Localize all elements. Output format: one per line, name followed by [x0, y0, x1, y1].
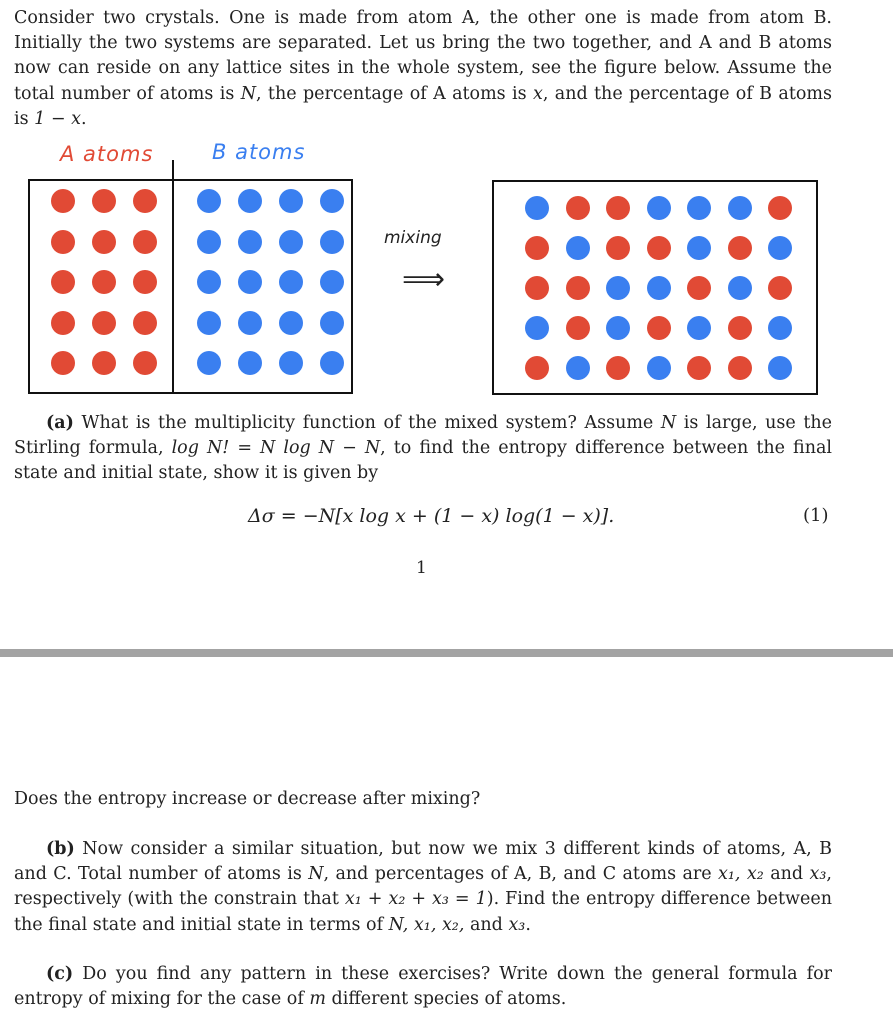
atom-a	[647, 236, 671, 260]
var-x3: x₃	[809, 864, 827, 885]
stirling-formula: log N! = N log N − N	[171, 438, 381, 459]
atom-b	[768, 236, 792, 260]
atom-b	[728, 276, 752, 300]
atom-b	[320, 189, 344, 213]
equation-number: (1)	[803, 505, 829, 526]
atom-b	[647, 356, 671, 380]
atom-a	[51, 311, 75, 335]
atom-b	[647, 196, 671, 220]
atom-b	[566, 356, 590, 380]
atom-b	[728, 196, 752, 220]
atom-a	[525, 236, 549, 260]
atom-a	[92, 311, 116, 335]
atom-b	[647, 276, 671, 300]
atom-a	[133, 351, 157, 375]
atom-a	[728, 316, 752, 340]
var-N: N	[660, 413, 677, 433]
mixing-arrow-icon: ⟹	[402, 262, 446, 297]
atom-a	[51, 351, 75, 375]
page-separator	[0, 649, 893, 657]
atom-b	[238, 311, 262, 335]
part-a-label: (a)	[46, 413, 74, 433]
atom-b	[238, 351, 262, 375]
atom-b	[606, 276, 630, 300]
atom-b	[687, 196, 711, 220]
atom-a	[51, 189, 75, 213]
atom-a	[647, 316, 671, 340]
atom-a	[606, 236, 630, 260]
atom-a	[687, 356, 711, 380]
atom-a	[566, 196, 590, 220]
atom-a	[566, 276, 590, 300]
part-a-paragraph	[14, 411, 832, 487]
atom-a	[92, 189, 116, 213]
constraint-expr: x₁ + x₂ + x₃ = 1	[344, 889, 487, 910]
atom-b	[197, 270, 221, 294]
entropy-equation: Δσ = −N[x log x + (1 − x) log(1 − x)].	[248, 505, 615, 527]
intro-text-2: , the percentage of A atoms is	[256, 83, 533, 104]
part-c-paragraph	[14, 962, 832, 1012]
atom-b	[279, 270, 303, 294]
part-b-text-7: .	[525, 914, 531, 935]
separated-crystals-box	[28, 179, 353, 394]
var-N: N	[308, 864, 324, 885]
atom-b	[197, 351, 221, 375]
part-b-text-6: and	[464, 914, 509, 935]
part-c-text-1: Do you find any pattern in these exercises? Write down the general formula for entropy of mixing for the case of	[14, 964, 832, 1010]
intro-text-1: Consider two crystals. One is made from atom A, the other one is made from atom B. Initially the two systems are separated. Let us bring the two together, and A and B atoms now can reside on any lattice sites in the whole system, see the figure below. Assume the total number of atoms is	[14, 8, 832, 104]
atom-b	[525, 196, 549, 220]
var-N: N	[240, 83, 256, 104]
atom-a	[133, 189, 157, 213]
mixing-label: mixing	[384, 228, 442, 248]
atom-b	[687, 316, 711, 340]
atom-a	[51, 230, 75, 254]
intro-text-4: .	[80, 108, 87, 129]
entropy-question: Does the entropy increase or decrease after mixing?	[14, 789, 481, 809]
part-b-text-5: ). Find the entropy difference between the final state and initial state in terms of	[14, 889, 833, 935]
atom-b	[197, 311, 221, 335]
atom-b	[320, 351, 344, 375]
atom-a	[768, 196, 792, 220]
var-x3: x₃	[508, 914, 526, 935]
intro-text-3: , and the percentage of B atoms is	[14, 83, 832, 129]
atom-a	[92, 351, 116, 375]
atom-a	[51, 270, 75, 294]
atom-b	[320, 311, 344, 335]
atom-b	[279, 311, 303, 335]
atom-a	[687, 276, 711, 300]
atom-b	[238, 230, 262, 254]
atom-b	[320, 270, 344, 294]
atom-b	[566, 236, 590, 260]
part-a-text-1: What is the multiplicity function of the mixed system? Assume	[73, 413, 661, 433]
atom-a	[606, 356, 630, 380]
a-atoms-label: A atoms	[60, 142, 154, 166]
atom-a	[525, 276, 549, 300]
terms-expr: N, x₁, x₂,	[388, 914, 465, 935]
part-b-label: (b)	[46, 839, 75, 859]
part-b-paragraph	[14, 837, 832, 938]
atom-b	[197, 230, 221, 254]
part-b-text-2: , and percentages of A, B, and C atoms are	[323, 864, 719, 885]
atom-b	[197, 189, 221, 213]
atom-a	[768, 276, 792, 300]
atom-b	[238, 189, 262, 213]
atom-a	[92, 270, 116, 294]
atom-a	[525, 356, 549, 380]
atom-b	[238, 270, 262, 294]
atom-b	[279, 230, 303, 254]
atom-a	[566, 316, 590, 340]
part-c-label: (c)	[46, 964, 74, 984]
atom-b	[687, 236, 711, 260]
part-c-text-2: different species of atoms.	[325, 989, 567, 1010]
part-b-text-4: , respectively (with the constrain that	[14, 864, 832, 910]
atom-b	[279, 189, 303, 213]
part-a-text-2: is large, use the Stirling formula,	[14, 413, 832, 459]
atom-a	[92, 230, 116, 254]
part-b-text-3: and	[763, 864, 810, 885]
expr-one-minus-x: 1 − x	[34, 108, 81, 129]
atom-a	[133, 270, 157, 294]
var-x: x	[532, 83, 543, 104]
atom-b	[768, 316, 792, 340]
atom-b	[768, 356, 792, 380]
page-number: 1	[416, 558, 427, 578]
atom-a	[728, 356, 752, 380]
atom-b	[606, 316, 630, 340]
atom-a	[606, 196, 630, 220]
part-a-text-3: , to find the entropy difference between the final state and initial state, show it is given by	[14, 438, 833, 484]
atom-b	[279, 351, 303, 375]
atom-a	[728, 236, 752, 260]
vars-x1-x2: x₁, x₂	[718, 864, 764, 885]
intro-paragraph	[14, 6, 832, 132]
atom-b	[320, 230, 344, 254]
b-atoms-label: B atoms	[212, 140, 306, 164]
part-b-text-1: Now consider a similar situation, but now we mix 3 different kinds of atoms, A, B and C. Total number of atoms is	[14, 839, 832, 885]
var-m: m	[309, 989, 326, 1010]
atom-a	[133, 311, 157, 335]
atom-b	[525, 316, 549, 340]
atom-a	[133, 230, 157, 254]
